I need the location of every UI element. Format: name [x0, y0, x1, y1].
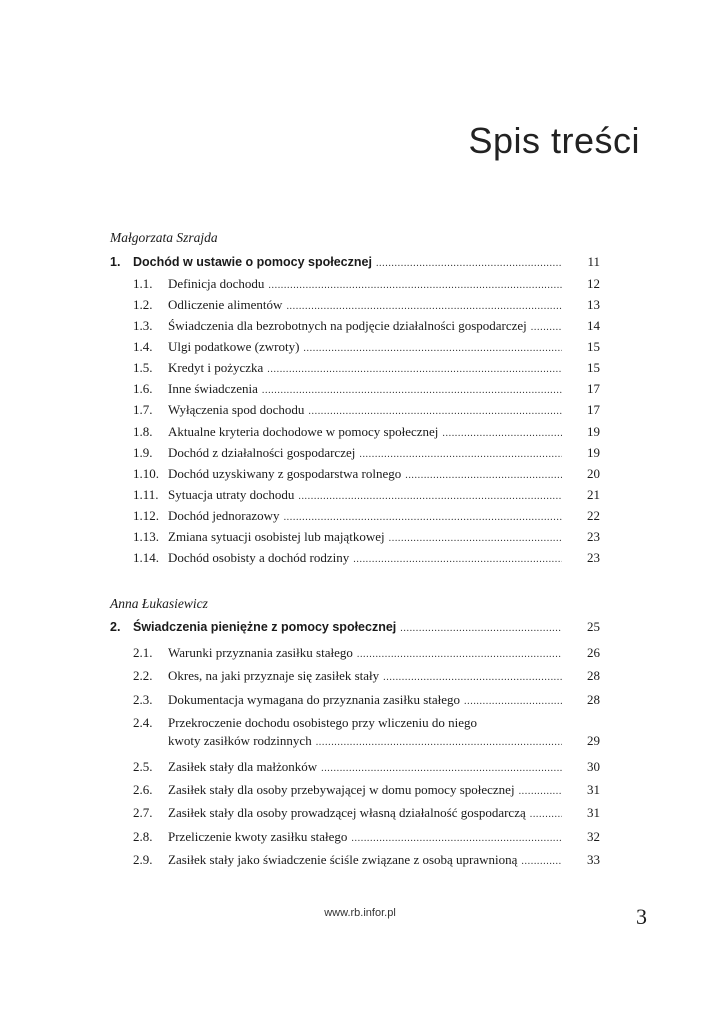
entry-number: 1.4. [133, 339, 153, 354]
dot-leader [262, 385, 562, 396]
entry-page: 14 [587, 318, 600, 333]
toc-entry[interactable] [133, 782, 600, 800]
entry-page: 22 [587, 508, 600, 523]
toc-entry[interactable] [133, 360, 600, 378]
entry-number: 1.2. [133, 297, 153, 312]
entry-page: 13 [587, 297, 600, 312]
entry-number: 1.12. [133, 508, 159, 523]
page-title: Spis treści [468, 120, 640, 161]
toc-entry[interactable] [133, 445, 600, 463]
entry-title: Dochód jednorazowy [168, 508, 280, 523]
entry-number: 1.14. [133, 550, 159, 565]
toc-entry[interactable] [133, 805, 600, 823]
dot-leader [521, 856, 562, 867]
entry-title: Dochód z działalności gospodarczej [168, 445, 356, 460]
entry-number: 2.1. [133, 645, 153, 660]
entry-page: 30 [587, 759, 600, 774]
page-number: 3 [636, 904, 647, 929]
toc-entry[interactable] [133, 424, 600, 442]
entry-title: Okres, na jaki przyznaje się zasiłek stały [168, 668, 380, 683]
entry-number: 1.5. [133, 360, 153, 375]
entry-number: 1.1. [133, 276, 153, 291]
entry-page: 29 [587, 733, 600, 748]
toc-entry[interactable] [133, 529, 600, 547]
entry-page: 23 [587, 550, 600, 565]
toc-entry[interactable] [133, 668, 600, 686]
toc-entry[interactable] [133, 466, 600, 484]
chapter-page: 11 [587, 254, 600, 269]
dot-leader [357, 649, 562, 660]
entry-title: Ulgi podatkowe (zwroty) [168, 339, 300, 354]
dot-leader [303, 343, 562, 354]
entry-number: 1.10. [133, 466, 159, 481]
entry-title: Zasiłek stały dla osoby przebywającej w domu pomocy społecznej [168, 782, 515, 797]
entry-number: 1.7. [133, 402, 153, 417]
chapter-page: 25 [587, 619, 600, 634]
entry-number: 2.7. [133, 805, 153, 820]
chapter-number: 1. [110, 255, 121, 269]
entry-page: 21 [587, 487, 600, 502]
entry-title: Aktualne kryteria dochodowe w pomocy społecznej [168, 424, 439, 439]
entry-page: 15 [587, 339, 600, 354]
entry-number: 2.6. [133, 782, 153, 797]
entry-number: 2.4. [133, 715, 153, 730]
dot-leader [376, 258, 562, 269]
toc-entry[interactable] [133, 318, 600, 336]
dot-leader [353, 554, 562, 565]
entry-number: 1.11. [133, 487, 159, 502]
dot-leader [284, 512, 562, 523]
entry-title: Przekroczenie dochodu osobistego przy wliczeniu do niego [168, 715, 478, 730]
entry-title: Zasiłek stały jako świadczenie ściśle związane z osobą uprawnioną [168, 852, 518, 867]
toc-entry[interactable] [133, 276, 600, 294]
chapter-heading[interactable] [110, 254, 600, 272]
entry-number: 1.9. [133, 445, 153, 460]
toc-entry[interactable] [133, 550, 600, 568]
entry-page: 17 [587, 402, 600, 417]
dot-leader [519, 786, 562, 797]
dot-leader [530, 809, 562, 820]
entry-page: 23 [587, 529, 600, 544]
entry-title: Warunki przyznania zasiłku stałego [168, 645, 353, 660]
dot-leader [400, 623, 562, 634]
entry-page: 32 [587, 829, 600, 844]
dot-leader [383, 672, 562, 683]
toc-entry[interactable] [133, 645, 600, 663]
toc-entry[interactable] [133, 339, 600, 357]
entry-number: 1.8. [133, 424, 153, 439]
dot-leader [531, 322, 562, 333]
entry-title: Zasiłek stały dla małżonków [168, 759, 318, 774]
footer-url[interactable]: www.rb.infor.pl [324, 907, 396, 919]
dot-leader [321, 763, 562, 774]
entry-title: Świadczenia dla bezrobotnych na podjęcie działalności gospodarczej [168, 318, 527, 333]
dot-leader [268, 280, 562, 291]
entry-title: Dokumentacja wymagana do przyznania zasiłku stałego [168, 692, 461, 707]
entry-number: 2.8. [133, 829, 153, 844]
dot-leader [389, 533, 562, 544]
entry-number: 2.9. [133, 852, 153, 867]
dot-leader [286, 301, 562, 312]
entry-page: 28 [587, 692, 600, 707]
entry-title: Definicja dochodu [168, 276, 265, 291]
chapter-title: Świadczenia pieniężne z pomocy społecznej [133, 620, 397, 634]
dot-leader [464, 696, 562, 707]
dot-leader [298, 491, 562, 502]
toc-entry[interactable] [133, 759, 600, 777]
toc-entry[interactable] [133, 381, 600, 399]
entry-number: 2.2. [133, 668, 153, 683]
entry-page: 12 [587, 276, 600, 291]
toc-entry[interactable] [133, 852, 600, 870]
entry-title: Zmiana sytuacji osobistej lub majątkowej [168, 529, 385, 544]
entry-page: 15 [587, 360, 600, 375]
entry-page: 19 [587, 424, 600, 439]
entry-number: 1.3. [133, 318, 153, 333]
toc-entry[interactable] [133, 297, 600, 315]
section-author: Małgorzata Szrajda [110, 230, 218, 245]
toc-entry[interactable] [133, 692, 600, 710]
dot-leader [351, 833, 562, 844]
entry-title: Dochód osobisty a dochód rodziny [168, 550, 350, 565]
chapter-number: 2. [110, 620, 121, 634]
entry-title: Sytuacja utraty dochodu [168, 487, 295, 502]
entry-number: 1.13. [133, 529, 159, 544]
entry-title: Zasiłek stały dla osoby prowadzącej własną działalność gospodarczą [168, 805, 526, 820]
entry-title: Inne świadczenia [168, 381, 258, 396]
entry-page: 31 [587, 782, 600, 797]
entry-title: Dochód uzyskiwany z gospodarstwa rolnego [168, 466, 402, 481]
entry-title-continued: kwoty zasiłków rodzinnych [168, 733, 312, 748]
entry-page: 17 [587, 381, 600, 396]
entry-page: 33 [587, 852, 600, 867]
entry-page: 28 [587, 668, 600, 683]
entry-page: 20 [587, 466, 600, 481]
entry-title: Odliczenie alimentów [168, 297, 283, 312]
toc-entry[interactable] [133, 402, 600, 420]
entry-number: 2.5. [133, 759, 153, 774]
entry-title: Wyłączenia spod dochodu [168, 402, 305, 417]
entry-page: 26 [587, 645, 600, 660]
entry-page: 19 [587, 445, 600, 460]
dot-leader [405, 470, 562, 481]
section-author: Anna Łukasiewicz [110, 596, 208, 611]
entry-number: 2.3. [133, 692, 153, 707]
entry-title: Kredyt i pożyczka [168, 360, 264, 375]
entry-title: Przeliczenie kwoty zasiłku stałego [168, 829, 348, 844]
toc-entry[interactable] [133, 508, 600, 526]
entry-page: 31 [587, 805, 600, 820]
dot-leader [308, 406, 562, 417]
chapter-title: Dochód w ustawie o pomocy społecznej [133, 255, 372, 269]
dot-leader [267, 364, 562, 375]
chapter-heading[interactable] [110, 619, 600, 637]
toc-entry[interactable] [133, 715, 600, 751]
dot-leader [316, 737, 562, 748]
dot-leader [442, 428, 562, 439]
toc-entry[interactable] [133, 829, 600, 847]
toc-entry[interactable] [133, 487, 600, 505]
dot-leader [359, 449, 562, 460]
entry-number: 1.6. [133, 381, 153, 396]
